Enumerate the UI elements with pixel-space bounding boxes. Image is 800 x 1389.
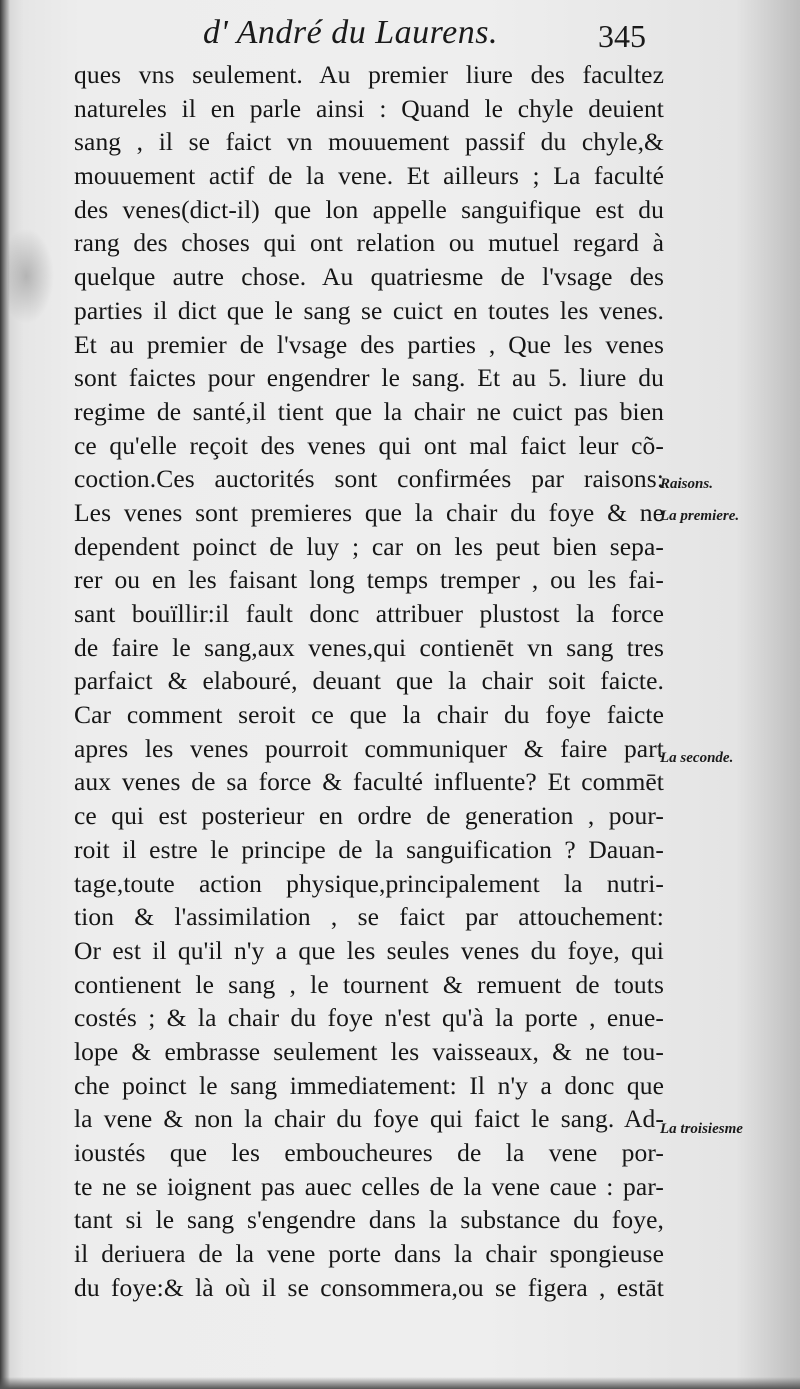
- margin-note: Raisons.: [660, 476, 713, 492]
- text-line: ques vns seulement. Au premier liure des facultez: [74, 60, 664, 89]
- text-line: coction.Ces auctorités sont confirmées par raisons:: [74, 464, 664, 494]
- text-line: te ne se ioignent pas auec celles de la vene caue : par-: [74, 1171, 664, 1201]
- text-line: parties il dict que le sang se cuict en toutes les venes.: [74, 295, 664, 325]
- text-line: Les venes sont premieres que la chair du foye & ne: [74, 497, 664, 527]
- text-line: roit il estre le principe de la sanguification ? Dauan-: [74, 834, 664, 864]
- text-line: rang des choses qui ont relation ou mutuel regard à: [74, 228, 664, 258]
- text-line: mouuement actif de la vene. Et ailleurs ; La faculté: [74, 161, 664, 191]
- text-line: ioustés que les emboucheures de la vene por-: [74, 1138, 664, 1167]
- text-line: tant si le sang s'engendre dans la substance du foye,: [74, 1205, 664, 1235]
- text-line: du foye:& là où il se consommera,ou se figera , estāt: [74, 1272, 664, 1302]
- text-line: quelque autre chose. Au quatriesme de l'vsage des: [74, 262, 664, 292]
- text-line: il deriuera de la vene porte dans la chair spongieuse: [74, 1239, 664, 1269]
- margin-note: La troisiesme: [660, 1121, 743, 1137]
- text-line: tage,toute action physique,principalement la nutri-: [74, 868, 664, 898]
- running-title: d' André du Laurens.: [203, 14, 498, 51]
- text-line: sant bouïllir:il fault donc attribuer plustost la force: [74, 599, 664, 628]
- paper-stain: [8, 228, 54, 324]
- text-line: aux venes de sa force & faculté influente? Et commēt: [74, 767, 664, 797]
- text-line: tion & l'assimilation , se faict par attouchement:: [74, 902, 664, 932]
- text-line: des venes(dict-il) que lon appelle sanguifique est du: [74, 194, 664, 224]
- text-line: Car comment seroit ce que la chair du foye faicte: [74, 700, 664, 730]
- margin-note: La premiere.: [660, 508, 740, 524]
- text-line: regime de santé,il tient que la chair ne cuict pas bien: [74, 396, 664, 426]
- text-line: apres les venes pourroit communiquer & faire part: [74, 733, 664, 763]
- text-line: Et au premier de l'vsage des parties , Que les venes: [74, 329, 664, 359]
- text-line: la vene & non la chair du foye qui faict le sang. Ad-: [74, 1104, 664, 1134]
- text-line: rer ou en les faisant long temps tremper , ou les fai-: [74, 565, 664, 595]
- text-line: che poinct le sang immediatement: Il n'y a donc que: [74, 1070, 664, 1100]
- text-line: sang , il se faict vn mouuement passif du chyle,&: [74, 127, 664, 157]
- text-line: de faire le sang,aux venes,qui contienēt vn sang tres: [74, 632, 664, 662]
- page-shadow-bottom: [0, 1377, 800, 1389]
- body-text: [74, 58, 664, 1304]
- text-line: sont faictes pour engendrer le sang. Et au 5. liure du: [74, 363, 664, 393]
- text-line: contienent le sang , le tournent & remuent de touts: [74, 969, 664, 999]
- text-line: ce qui est posterieur en ordre de generation , pour-: [74, 801, 664, 831]
- text-line: lope & embrasse seulement les vaisseaux, & ne tou-: [74, 1036, 664, 1066]
- text-line: costés ; & la chair du foye n'est qu'à la porte , enue-: [74, 1003, 664, 1033]
- text-line: Or est il qu'il n'y a que les seules venes du foye, qui: [74, 935, 664, 965]
- text-line: dependent poinct de luy ; car on les peut bien sepa-: [74, 531, 664, 561]
- page-number: 345: [598, 18, 646, 54]
- margin-note: La seconde.: [660, 750, 734, 766]
- page-header: [0, 14, 800, 60]
- text-line: parfaict & elabouré, deuant que la chair soit faicte.: [74, 666, 664, 696]
- text-line: natureles il en parle ainsi : Quand le chyle deuient: [74, 93, 664, 123]
- page-shadow-left: [0, 0, 10, 1389]
- text-line: ce qu'elle reçoit des venes qui ont mal faict leur cõ-: [74, 430, 664, 460]
